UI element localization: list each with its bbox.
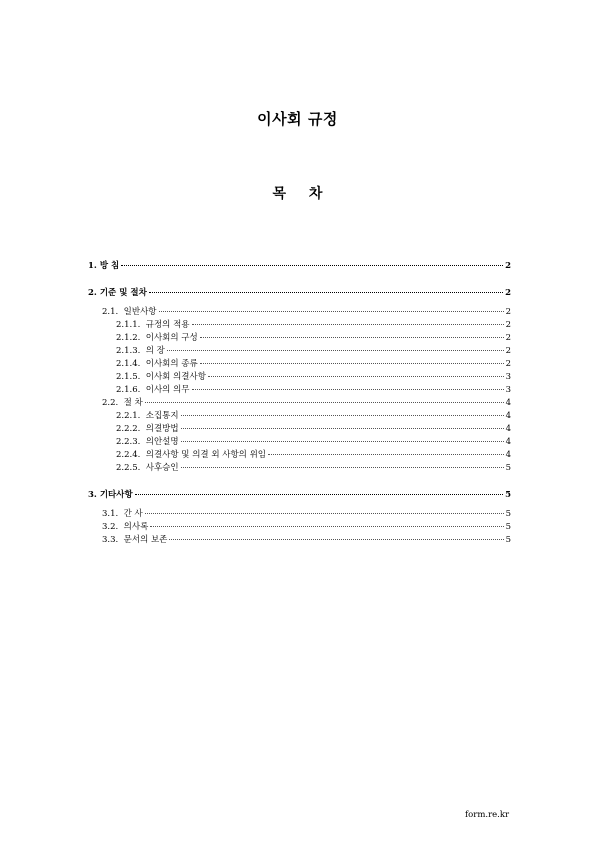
toc-entry-label <box>102 508 143 521</box>
toc-entry-page: 2 <box>505 320 511 330</box>
toc-entry-text: 문서의 보존 <box>123 535 168 545</box>
toc-entry-level-3[interactable] <box>88 423 511 436</box>
toc-entry-page: 2 <box>505 333 511 343</box>
toc-entry-page: 5 <box>505 509 511 519</box>
toc-entry-page: 2 <box>505 346 511 356</box>
toc-entry-label <box>116 449 266 462</box>
toc-gap <box>88 475 511 489</box>
toc-entry-text: 의결사항 및 의결 외 사항의 위임 <box>145 450 267 460</box>
document-title: 이사회 규정 <box>257 110 338 128</box>
toc-entry-label <box>102 306 157 319</box>
toc-entry-level-2[interactable] <box>88 306 511 319</box>
toc-gap <box>88 273 511 287</box>
toc-entry-number: 3.2. <box>102 522 119 532</box>
toc-entry-level-3[interactable] <box>88 358 511 371</box>
toc-entry-number: 3.3. <box>102 535 119 545</box>
toc-entry-level-3[interactable] <box>88 319 511 332</box>
toc-leader-dots <box>192 389 504 390</box>
toc-entry-label <box>102 521 148 534</box>
toc-entry-label <box>102 397 143 410</box>
toc-entry-text: 방 침 <box>99 261 120 271</box>
toc-entry-text: 의 장 <box>145 346 165 356</box>
toc-entry-text: 이사회 의결사항 <box>145 372 206 382</box>
toc-entry-number: 3.1. <box>102 509 119 519</box>
toc-leader-dots <box>121 265 503 266</box>
toc-entry-text: 사후승인 <box>145 463 179 473</box>
toc-entry-text: 의안설명 <box>145 437 179 447</box>
toc-entry-level-1[interactable] <box>88 489 511 502</box>
toc-entry-label <box>116 410 179 423</box>
toc-entry-label <box>102 534 167 547</box>
toc-entry-number: 2.2.1. <box>116 411 141 421</box>
toc-entry-page: 2 <box>505 261 511 271</box>
toc-leader-dots <box>167 350 504 351</box>
toc-entry-label <box>88 489 133 502</box>
toc-entry-page: 5 <box>505 463 511 473</box>
toc-entry-label <box>116 384 190 397</box>
toc-entry-label <box>116 319 190 332</box>
toc-entry-text: 의결방법 <box>145 424 179 434</box>
toc-leader-dots <box>150 526 503 527</box>
toc-leader-dots <box>145 513 504 514</box>
toc-entry-page: 5 <box>505 490 511 500</box>
toc-entry-label <box>88 287 147 300</box>
toc-entry-level-3[interactable] <box>88 462 511 475</box>
toc-leader-dots <box>200 337 504 338</box>
toc-entry-number: 2.1. <box>102 307 119 317</box>
table-of-contents <box>88 260 511 547</box>
toc-entry-level-3[interactable] <box>88 332 511 345</box>
toc-leader-dots <box>208 376 504 377</box>
toc-leader-dots <box>135 494 503 495</box>
toc-leader-dots <box>149 292 503 293</box>
toc-entry-level-1[interactable] <box>88 287 511 300</box>
toc-entry-text: 기타사항 <box>99 490 133 500</box>
toc-entry-page: 4 <box>505 411 511 421</box>
toc-entry-label <box>116 358 198 371</box>
toc-entry-text: 소집통지 <box>145 411 179 421</box>
toc-leader-dots <box>169 539 503 540</box>
toc-leader-dots <box>181 415 504 416</box>
toc-entry-level-3[interactable] <box>88 371 511 384</box>
toc-entry-page: 5 <box>505 535 511 545</box>
toc-entry-number: 2. <box>88 288 97 298</box>
toc-entry-label <box>116 423 179 436</box>
toc-leader-dots <box>192 324 504 325</box>
toc-entry-level-3[interactable] <box>88 436 511 449</box>
toc-entry-label <box>116 371 206 384</box>
toc-entry-number: 2.2.5. <box>116 463 141 473</box>
toc-entry-label <box>116 332 198 345</box>
toc-entry-text: 이사회의 종류 <box>145 359 198 369</box>
toc-entry-text: 의사록 <box>123 522 149 532</box>
toc-entry-number: 2.2. <box>102 398 119 408</box>
toc-entry-level-3[interactable] <box>88 410 511 423</box>
toc-entry-page: 3 <box>505 372 511 382</box>
toc-heading: 목 차 <box>272 186 323 202</box>
toc-entry-number: 2.1.2. <box>116 333 141 343</box>
toc-entry-page: 3 <box>505 385 511 395</box>
toc-entry-number: 3. <box>88 490 97 500</box>
toc-entry-text: 이사회의 구성 <box>145 333 198 343</box>
toc-entry-label <box>116 345 165 358</box>
toc-entry-label <box>88 260 119 273</box>
toc-entry-page: 2 <box>505 359 511 369</box>
toc-entry-text: 일반사항 <box>123 307 157 317</box>
toc-leader-dots <box>200 363 504 364</box>
toc-entry-level-1[interactable] <box>88 260 511 273</box>
toc-entry-text: 기준 및 절차 <box>99 288 147 298</box>
toc-entry-level-3[interactable] <box>88 384 511 397</box>
toc-entry-text: 절 차 <box>123 398 143 408</box>
toc-entry-level-2[interactable] <box>88 508 511 521</box>
toc-leader-dots <box>159 311 504 312</box>
toc-entry-number: 2.2.4. <box>116 450 141 460</box>
toc-entry-level-2[interactable] <box>88 397 511 410</box>
toc-entry-page: 4 <box>505 437 511 447</box>
toc-entry-number: 2.1.4. <box>116 359 141 369</box>
toc-entry-number: 2.1.3. <box>116 346 141 356</box>
toc-entry-page: 5 <box>505 522 511 532</box>
toc-entry-number: 2.1.6. <box>116 385 141 395</box>
toc-entry-number: 1. <box>88 261 97 271</box>
toc-entry-label <box>116 462 179 475</box>
toc-entry-number: 2.2.2. <box>116 424 141 434</box>
footer-site: form.re.kr <box>465 810 510 820</box>
toc-entry-page: 4 <box>505 398 511 408</box>
toc-leader-dots <box>181 428 504 429</box>
toc-entry-page: 4 <box>505 424 511 434</box>
toc-entry-number: 2.1.5. <box>116 372 141 382</box>
toc-entry-level-3[interactable] <box>88 345 511 358</box>
toc-leader-dots <box>145 402 504 403</box>
toc-entry-level-3[interactable] <box>88 449 511 462</box>
toc-entry-page: 4 <box>505 450 511 460</box>
toc-entry-page: 2 <box>505 288 511 298</box>
toc-leader-dots <box>181 467 504 468</box>
toc-entry-text: 규정의 적용 <box>145 320 190 330</box>
toc-entry-page: 2 <box>505 307 511 317</box>
toc-entry-number: 2.1.1. <box>116 320 141 330</box>
toc-leader-dots <box>268 454 504 455</box>
toc-entry-level-2[interactable] <box>88 534 511 547</box>
toc-leader-dots <box>181 441 504 442</box>
toc-entry-text: 이사의 의무 <box>145 385 190 395</box>
toc-entry-label <box>116 436 179 449</box>
toc-entry-number: 2.2.3. <box>116 437 141 447</box>
toc-entry-text: 간 사 <box>123 509 143 519</box>
toc-entry-level-2[interactable] <box>88 521 511 534</box>
